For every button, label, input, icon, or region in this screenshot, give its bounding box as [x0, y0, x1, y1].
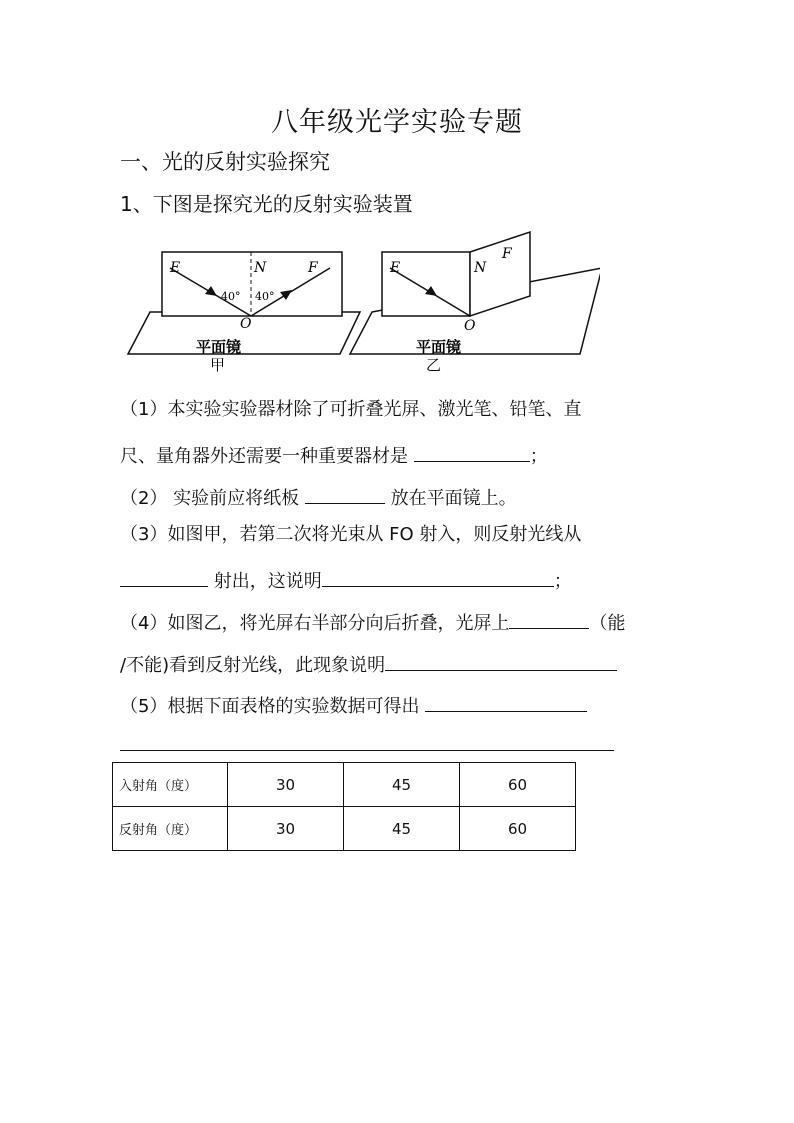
- question-4-line-2: [120, 652, 617, 675]
- q1-end: ；: [529, 446, 548, 467]
- reflection-apparatus-figure: [120, 228, 600, 378]
- answer-blank-2[interactable]: [305, 485, 385, 504]
- label-f-a: F: [308, 260, 318, 276]
- q2-text-end: 放在平面镜上。: [390, 488, 517, 509]
- answer-blank-1[interactable]: [414, 443, 530, 462]
- question-4-line-1: [120, 610, 625, 633]
- label-o-a: O: [240, 316, 252, 332]
- page-title: 八年级光学实验专题: [271, 107, 523, 138]
- answer-blank-4b[interactable]: [385, 652, 617, 671]
- question-1-line-2: [120, 443, 548, 466]
- row-label-reflection: 反射角（度）: [113, 807, 228, 851]
- q4-text-start: （4）如图乙，将光屏右半部分向后折叠，光屏上: [120, 613, 510, 634]
- angle-label-2: 40°: [255, 290, 275, 303]
- table-cell: 60: [460, 807, 576, 851]
- q3-text-1: （3）如图甲，若第二次将光束从 FO 射入，则反射光线从: [120, 524, 582, 545]
- question-5: [120, 693, 587, 716]
- angle-label-1: 40°: [221, 290, 241, 303]
- question-1-line-1: [120, 401, 581, 419]
- table-cell: 45: [344, 807, 460, 851]
- row-label-incident: 入射角（度）: [113, 763, 228, 807]
- label-o-b: O: [464, 318, 476, 334]
- question-2: [120, 485, 517, 508]
- table-cell: 45: [344, 763, 460, 807]
- answer-blank-3a[interactable]: [120, 568, 208, 587]
- section-heading: 一、光的反射实验探究: [120, 150, 330, 174]
- table-cell: 30: [228, 763, 344, 807]
- q5-text: （5）根据下面表格的实验数据可得出: [120, 696, 420, 717]
- label-n-b: N: [474, 260, 487, 276]
- caption-a: 甲: [210, 356, 226, 374]
- label-e-a: E: [170, 260, 181, 276]
- caption-b: 乙: [426, 356, 442, 374]
- q1-text-2: 尺、量角器外还需要一种重要器材是: [120, 446, 408, 467]
- mirror-label-a: 平面镜: [196, 338, 242, 356]
- figure-b: [350, 232, 600, 374]
- question-3-line-2: [120, 568, 572, 591]
- q2-text-start: （2） 实验前应将纸板: [120, 488, 300, 509]
- label-f-b: F: [502, 246, 512, 262]
- data-table: [112, 762, 576, 851]
- table-row: [113, 807, 576, 851]
- answer-blank-5a[interactable]: [425, 693, 587, 712]
- q4-text-end: （能: [589, 613, 626, 634]
- table-cell: 60: [460, 763, 576, 807]
- q3-text-mid: 射出，这说明: [213, 571, 322, 592]
- q3-end: ；: [553, 571, 572, 592]
- q1-text-1: （1）本实验实验器材除了可折叠光屏、激光笔、铅笔、直: [120, 399, 582, 420]
- table-cell: 30: [228, 807, 344, 851]
- label-e-b: E: [390, 260, 401, 276]
- question-3-line-1: [120, 526, 581, 544]
- answer-blank-4a[interactable]: [509, 610, 589, 629]
- answer-blank-5b[interactable]: [120, 750, 614, 751]
- question-1-intro: 1、下图是探究光的反射实验装置: [120, 192, 413, 216]
- answer-blank-3b[interactable]: [322, 568, 554, 587]
- label-n-a: N: [254, 260, 267, 276]
- mirror-label-b: 平面镜: [416, 338, 462, 356]
- table-row: [113, 763, 576, 807]
- q4-text-2: /不能)看到反射光线，此现象说明: [120, 655, 386, 676]
- figure-a: [128, 252, 360, 374]
